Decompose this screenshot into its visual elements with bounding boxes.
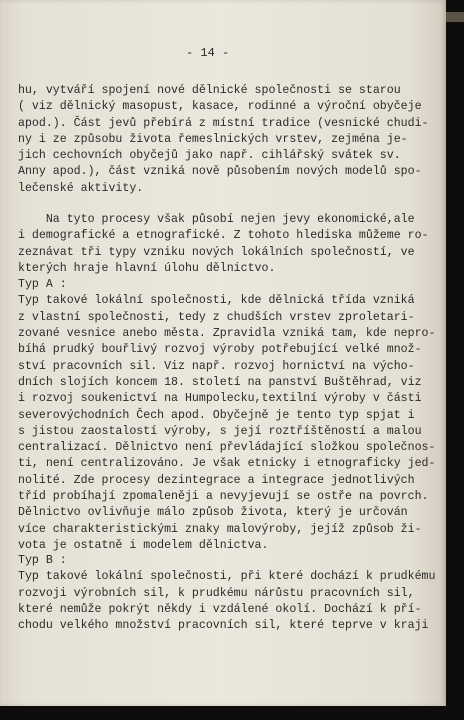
paragraph-2: [18, 212, 435, 554]
text-line: ( viz dělnický masopust, kasace, rodinné a výroční obyčeje: [18, 100, 422, 114]
text-line: ny i ze způsobu života řemeslnických vrstev, zejména je-: [18, 132, 408, 146]
text-line: s jistou zaostalostí výroby, s její roztříštěností a malou: [18, 424, 422, 438]
text-line: apod.). Část jevů přebírá z místní tradice (vesnické chudi-: [18, 116, 429, 130]
text-line: Typ takové lokální společnosti, kde dělnická třída vzniká: [18, 294, 415, 308]
text-line: chodu velkého množství pracovních sil, které teprve v kraji: [18, 619, 429, 633]
text-line: severovýchodních Čech apod. Obyčejně je tento typ spjat i: [18, 408, 415, 422]
text-line: i demografické a etnografické. Z tohoto hlediska můžeme ro-: [18, 229, 429, 243]
text-line: zované vesnice anebo města. Zpravidla vzniká tam, kde nepro-: [18, 327, 436, 341]
text-line: které nemůže pokrýt někdy i vzdálené okolí. Dochází k pří-: [18, 602, 422, 616]
text-line: zeznávat tři typy vzniku nových lokálních společností, ve: [18, 245, 415, 259]
text-line: tříd probíhají zpomaleněji a nevyjevují se ostře na povrch.: [18, 490, 429, 504]
page-number: - 14 -: [186, 46, 230, 60]
text-line: lečenské aktivity.: [18, 181, 144, 195]
text-line: Anny apod.), část vzniká nově působením nových modelů spo-: [18, 165, 422, 179]
text-line: Typ A :: [18, 278, 67, 292]
page-edge: [442, 0, 446, 706]
text-line: Typ B :: [18, 554, 67, 567]
text-line: vota je ostatně i modelem dělnictva.: [18, 538, 269, 552]
paragraph-1: [18, 83, 429, 197]
text-line: Typ takové lokální společnosti, při které dochází k prudkému: [18, 570, 436, 584]
text-line: z vlastní společnosti, tedy z chudších vrstev zproletari-: [18, 310, 415, 324]
text-line: i rozvoj soukenictví na Humpolecku,textilní výroby v části: [18, 392, 422, 406]
text-line: více charakteristickými znaky malovýroby, jejíž způsob ži-: [18, 522, 422, 536]
text-line: Na tyto procesy však působí nejen jevy ekonomické,ale: [18, 213, 415, 226]
text-line: ti, není centralizováno. Je však etnicky i etnograficky jed-: [18, 457, 436, 471]
text-line: centralizací. Dělnictvo není převládající složkou společnos-: [18, 441, 436, 455]
text-line: hu, vytváří spojení nové dělnické společnosti se starou: [18, 84, 401, 97]
text-line: bíhá prudký bouřlivý rozvoj výroby potřebující velké množ-: [18, 343, 422, 357]
text-line: ství pracovních sil. Viz např. rozvoj hornictví na výcho-: [18, 359, 415, 373]
text-line: dních slojích koncem 18. století na panství Buštěhrad, viz: [18, 375, 422, 389]
binder-tab: [446, 12, 464, 22]
text-line: jich cechovních obyčejů jako např. cihlářský svátek sv.: [18, 149, 401, 163]
text-line: rozvoji výrobních sil, k prudkému nárůstu pracovních sil,: [18, 586, 415, 600]
text-line: kterých hraje hlavní úlohu dělnictvo.: [18, 261, 276, 275]
text-line: Dělnictvo ovlivňuje málo způsob života, který je určován: [18, 506, 408, 520]
paragraph-3: [18, 553, 435, 634]
text-line: nolité. Zde procesy dezintegrace a integrace jednotlivých: [18, 473, 415, 487]
